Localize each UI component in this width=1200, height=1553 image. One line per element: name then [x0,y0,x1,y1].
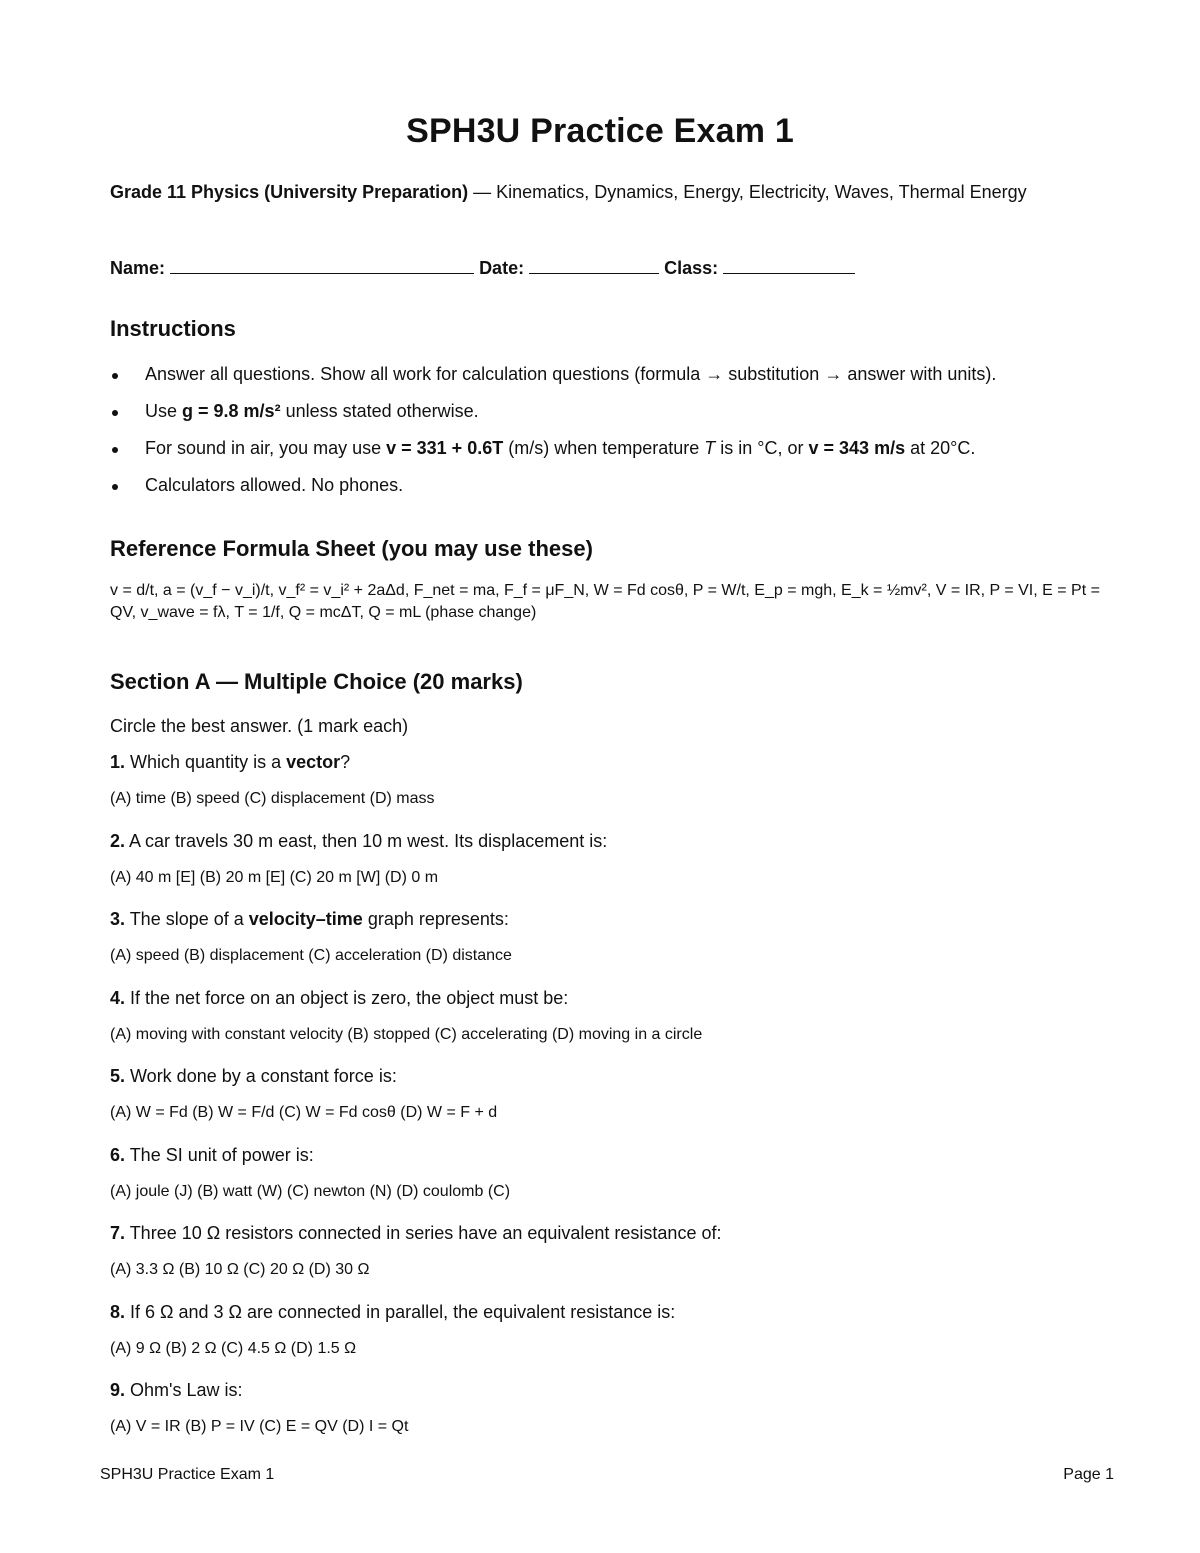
question-stem [110,1380,242,1401]
text-run: unless stated otherwise. [280,401,479,421]
bold-text: velocity–time [248,909,363,929]
question-options: (A) joule (J) (B) watt (W) (C) newton (N) (D) coulomb (C) [110,1183,511,1200]
question-options: (A) time (B) speed (C) displacement (D) mass [110,790,435,807]
instructions-heading: Instructions [110,316,236,341]
student-info-line [110,257,855,279]
text-run: Calculators allowed. No phones. [145,475,404,495]
text-run: For sound in air, you may use [145,438,387,458]
section-a-instruction: Circle the best answer. (1 mark each) [110,716,409,736]
bullet-icon [112,484,118,490]
text-run: ? [340,752,351,772]
instruction-text [145,397,479,425]
bullet-icon [112,410,118,416]
name-blank [170,257,474,274]
instructions-list [110,360,1110,508]
question-number: 3. [110,909,126,929]
bold-text: g = 9.8 m/s² [182,401,281,421]
instruction-text [145,360,996,388]
bold-text: vector [286,752,341,772]
question-number: 4. [110,988,126,1008]
class-blank [723,257,855,274]
question-stem [110,1302,675,1323]
text-run: A car travels 30 m east, then 10 m west. Its displacement is: [125,831,608,851]
question-number: 8. [110,1302,126,1322]
question-number: 5. [110,1066,126,1086]
course-topics: — Kinematics, Dynamics, Energy, Electricity, Waves, Thermal Energy [468,182,1027,202]
instruction-text [145,471,403,499]
formula-sheet-text: v = d/t, a = (v_f − v_i)/t, v_f² = v_i² + 2aΔd, F_net = ma, F_f = μF_N, W = Fd cosθ, P = W/t, E_p = mgh, E_k = ½mv², V = IR, P = VI, E = Pt = QV, v_wave = fλ, T = 1/f, Q = mcΔT, Q = mL (phase change) [110,582,1100,621]
text-run: (m/s) when temperature [503,438,705,458]
section-a-heading: Section A — Multiple Choice (20 marks) [110,669,523,694]
question-number: 6. [110,1145,126,1165]
question-options: (A) speed (B) displacement (C) acceleration (D) distance [110,947,512,964]
text-run: The slope of a [125,909,249,929]
question-stem [110,988,568,1009]
bold-text: v = 331 + 0.6T [386,438,504,458]
question-stem [110,1066,397,1087]
text-run: Answer all questions. Show all work for calculation questions (formula → substitution → answer with units). [145,364,997,384]
text-run: If 6 Ω and 3 Ω are connected in parallel, the equivalent resistance is: [125,1302,676,1322]
course-subtitle [110,178,1070,206]
text-run: Work done by a constant force is: [125,1066,397,1086]
text-run: Three 10 Ω resistors connected in series have an equivalent resistance of: [125,1223,722,1243]
question-number: 2. [110,831,126,851]
instruction-item [110,471,1110,508]
formula-sheet-heading: Reference Formula Sheet (you may use these) [110,536,593,561]
text-run: Use [145,401,183,421]
text-run: Ohm's Law is: [125,1380,243,1400]
question-stem [110,752,350,773]
date-label: Date: [479,258,525,278]
bullet-icon [112,373,118,379]
text-run: If the net force on an object is zero, the object must be: [125,988,569,1008]
question-options: (A) moving with constant velocity (B) stopped (C) accelerating (D) moving in a circle [110,1026,703,1043]
instruction-text [145,434,975,462]
course-name: Grade 11 Physics (University Preparation) [110,182,469,202]
question-stem [110,1223,721,1244]
instruction-item [110,360,1110,397]
text-run: Which quantity is a [125,752,287,772]
text-run: at 20°C. [905,438,976,458]
footer-title: SPH3U Practice Exam 1 [100,1466,275,1483]
footer-page-number: Page 1 [1063,1466,1114,1483]
question-stem [110,831,607,852]
text-run: The SI unit of power is: [125,1145,314,1165]
question-options: (A) W = Fd (B) W = F/d (C) W = Fd cosθ (D) W = F + d [110,1104,498,1121]
instruction-item [110,434,1110,471]
instruction-item [110,397,1110,434]
question-stem [110,909,509,930]
question-stem [110,1145,314,1166]
text-run: is in °C, or [715,438,809,458]
question-number: 9. [110,1380,126,1400]
bullet-icon [112,447,118,453]
question-options: (A) 9 Ω (B) 2 Ω (C) 4.5 Ω (D) 1.5 Ω [110,1340,357,1357]
italic-text: T [704,438,716,458]
question-number: 7. [110,1223,126,1243]
question-number: 1. [110,752,126,772]
name-label: Name: [110,258,166,278]
page-title: SPH3U Practice Exam 1 [406,112,794,150]
question-options: (A) V = IR (B) P = IV (C) E = QV (D) I = Qt [110,1418,409,1435]
question-options: (A) 40 m [E] (B) 20 m [E] (C) 20 m [W] (D) 0 m [110,869,439,886]
question-options: (A) 3.3 Ω (B) 10 Ω (C) 20 Ω (D) 30 Ω [110,1261,370,1278]
class-label: Class: [664,258,719,278]
bold-text: v = 343 m/s [808,438,906,458]
text-run: graph represents: [362,909,509,929]
date-blank [529,257,659,274]
